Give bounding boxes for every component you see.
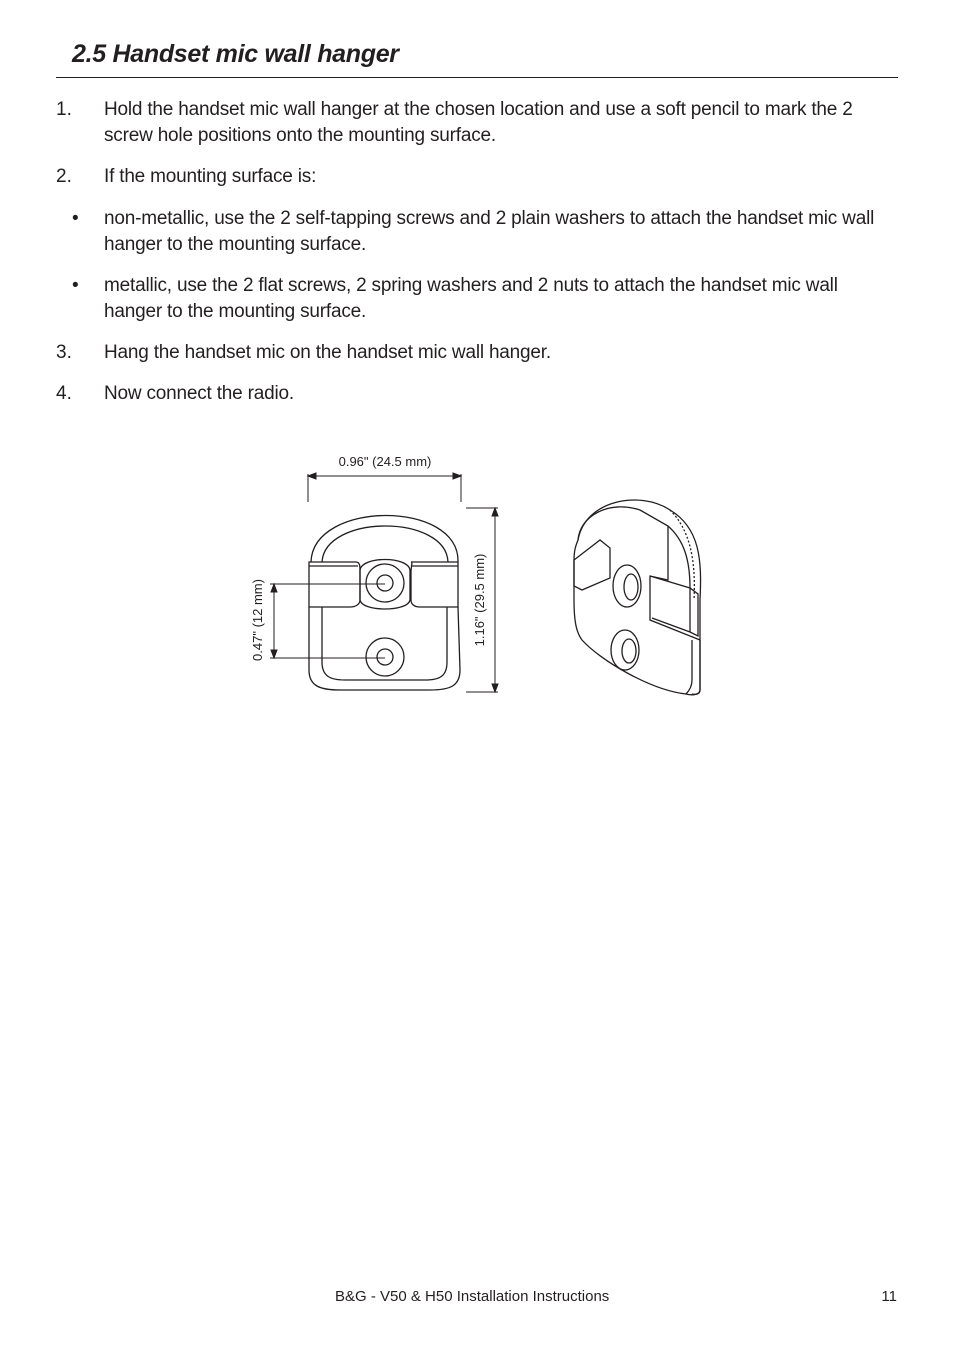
front-view-drawing [309, 516, 460, 691]
step-marker: 3. [56, 342, 72, 363]
height-dimension-label: 1.16" (29.5 mm) [472, 553, 487, 647]
width-dimension-label: 0.96" (24.5 mm) [338, 454, 432, 469]
step-marker: 2. [56, 166, 72, 187]
footer-document-title: B&G - V50 & H50 Installation Instructions [335, 1288, 610, 1305]
bullet-marker: • [72, 275, 79, 296]
step-text: Hold the handset mic wall hanger at the chosen location and use a soft pencil to mark the 2 screw hole positions onto the mounting surface. [104, 99, 853, 146]
bullet-marker: • [72, 208, 79, 229]
bullet-text: metallic, use the 2 flat screws, 2 spring washers and 2 nuts to attach the handset mic wall hanger to the mounting surface. [104, 275, 838, 322]
step-text: If the mounting surface is: [104, 166, 317, 187]
step-text: Hang the handset mic on the handset mic wall hanger. [104, 342, 551, 363]
bullet-text: non-metallic, use the 2 self-tapping screws and 2 plain washers to attach the handset mic wall hanger to the mounting surface. [104, 208, 875, 255]
dimension-lines [270, 473, 498, 692]
perspective-view-drawing [574, 500, 701, 695]
hole-spacing-dimension-label: 0.47" (12 mm) [250, 579, 265, 661]
step-marker: 4. [56, 383, 72, 404]
section-heading: 2.5 Handset mic wall hanger [72, 40, 399, 68]
footer-page-number: 11 [881, 1288, 897, 1305]
step-text: Now connect the radio. [104, 383, 294, 404]
step-marker: 1. [56, 99, 72, 120]
